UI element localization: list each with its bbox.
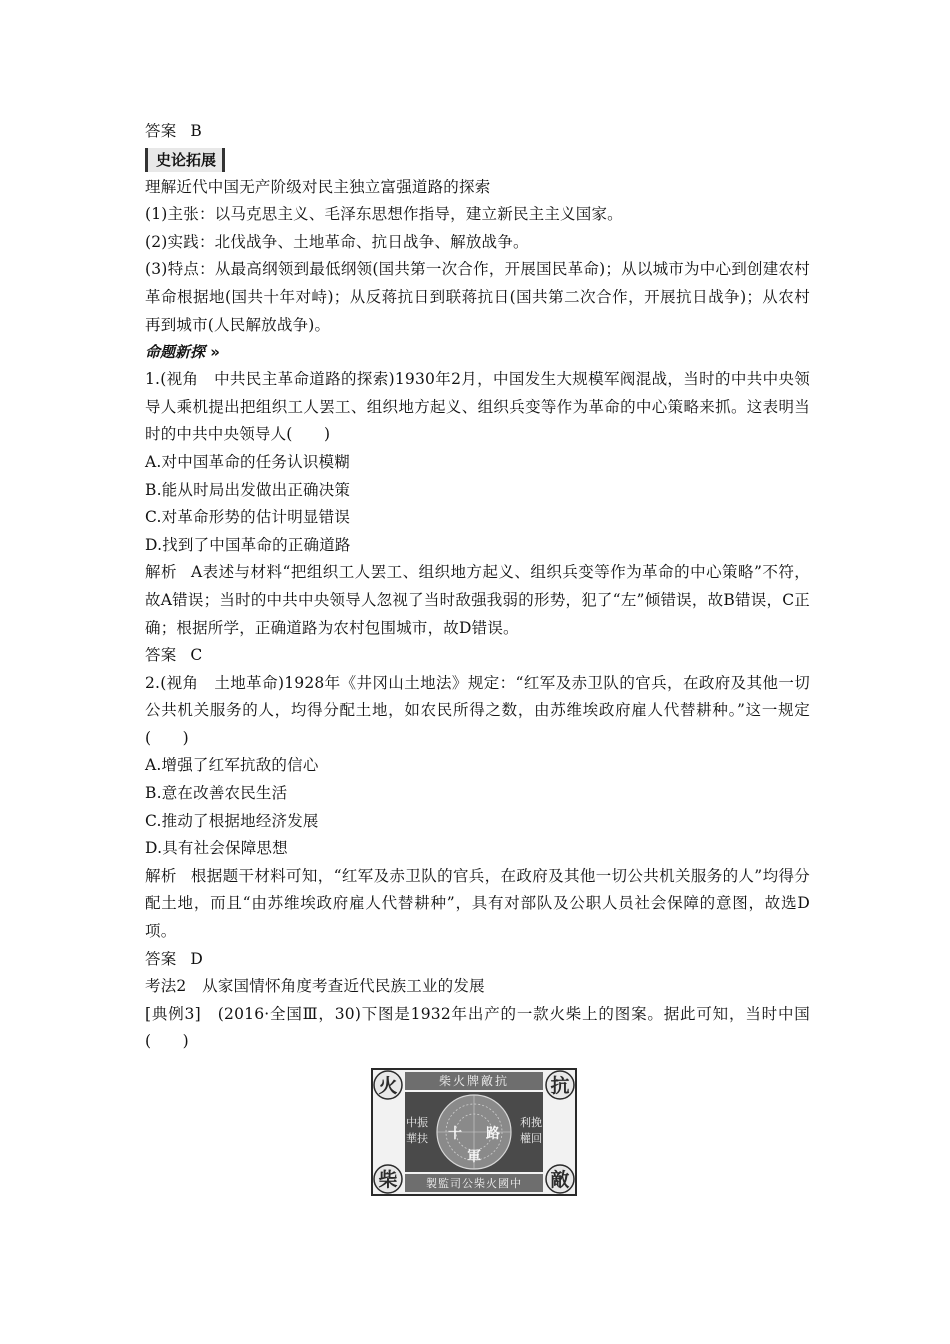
answer-label: 答案: [145, 122, 177, 140]
method-2-heading: 考法2 从家国情怀角度考查近代民族工业的发展: [145, 977, 485, 996]
point-1: (1)主张：以马克思主义、毛泽东思想作指导，建立新民主主义国家。: [145, 205, 623, 224]
answer-value: B: [190, 122, 202, 140]
q1-answer: [145, 642, 810, 670]
topic-title: 理解近代中国无产阶级对民主独立富强道路的探索: [145, 177, 491, 196]
new-questions-title: 命题新探: [145, 343, 206, 362]
top-banner-text: 柴火牌敵抗: [438, 1074, 510, 1088]
center-text-left: 十: [448, 1126, 462, 1142]
q1-option-b: B.能从时局出发做出正确决策: [145, 480, 351, 499]
corner-tl-char: 火: [378, 1075, 398, 1097]
q1-answer-label: 答案: [145, 646, 177, 665]
q1-analysis-label: 解析: [145, 563, 177, 582]
q2-option-c: C.推动了根据地经济发展: [145, 811, 319, 830]
q2-analysis: [145, 863, 810, 946]
matchbox-label-figure: [371, 1068, 577, 1196]
left-text-bottom: 華扶: [406, 1132, 428, 1145]
double-chevron-icon: »: [210, 343, 220, 362]
q1-answer-value: C: [190, 646, 203, 665]
bottom-banner-text: 製監司公柴火國中: [426, 1177, 522, 1190]
q1-analysis: [145, 559, 810, 642]
example-3-stem: [典例3] (2016·全国Ⅲ，30)下图是1932年出产的一款火柴上的图案。据此可知，当时中国( ): [145, 1004, 810, 1051]
q2-answer: [145, 946, 810, 974]
q2-answer-value: D: [190, 949, 204, 968]
question-1-stem: 1.(视角 中共民主革命道路的探索)1930年2月，中国发生大规模军阀混战，当时的中共中央领导人乘机提出把组织工人罢工、组织地方起义、组织兵变等作为革命的中心策略来抓。这表明当时的中共中央领导人( ): [145, 370, 810, 444]
left-text-top: 中振: [406, 1116, 428, 1129]
corner-br-char: 敵: [550, 1169, 570, 1191]
q2-analysis-text: 根据题干材料可知，“红军及赤卫队的官兵，在政府及其他一切公共机关服务的人”均得分配土地，而且“由苏维埃政府雇人代替耕种”，具有对部队及公职人员社会保障的意图，故选D项。: [145, 866, 810, 941]
point-2: (2)实践：北伐战争、土地革命、抗日战争、解放战争。: [145, 232, 529, 251]
q2-option-b: B.意在改善农民生活: [145, 784, 288, 803]
corner-tr-char: 抗: [550, 1075, 570, 1097]
center-text-right: 路: [486, 1126, 500, 1142]
new-questions-heading: [145, 339, 810, 366]
q1-option-a: A.对中国革命的任务认识模糊: [145, 452, 350, 471]
q2-option-d: D.具有社会保障思想: [145, 839, 288, 858]
q1-option-c: C.对革命形势的估计明显错误: [145, 508, 351, 527]
center-text-bottom: 軍: [467, 1149, 481, 1165]
section-title: 史论拓展: [145, 148, 225, 172]
q2-analysis-label: 解析: [145, 866, 177, 885]
q1-analysis-text: A表述与材料“把组织工人罢工、组织地方起义、组织兵变等作为革命的中心策略”不符，故A错误；当时的中共中央领导人忽视了当时敌强我弱的形势，犯了“左”倾错误，故B错误，C正确；根据所学，正确道路为农村包围城市，故D错误。: [145, 563, 811, 637]
q2-option-a: A.增强了红军抗敌的信心: [145, 756, 319, 775]
q2-answer-label: 答案: [145, 949, 177, 968]
q1-option-d: D.找到了中国革命的正确道路: [145, 535, 351, 554]
right-text-top: 利挽: [520, 1116, 542, 1129]
right-text-bottom: 權回: [520, 1132, 542, 1145]
document-page: [145, 118, 810, 1200]
point-3: (3)特点：从最高纲领到最低纲领(国共第一次合作，开展国民革命)；从以城市为中心到创建农村革命根据地(国共十年对峙)；从反蒋抗日到联蒋抗日(国共第二次合作，开展抗日战争)；从农村再到城市(人民解放战争)。: [145, 260, 810, 334]
question-2-stem: 2.(视角 土地革命)1928年《井冈山土地法》规定：“红军及赤卫队的官兵，在政府及其他一切公共机关服务的人，均得分配土地，如农民所得之数，由苏维埃政府雇人代替耕种。”这一规定( ): [145, 673, 810, 747]
answer-line: [145, 118, 810, 146]
corner-bl-char: 柴: [378, 1169, 398, 1191]
